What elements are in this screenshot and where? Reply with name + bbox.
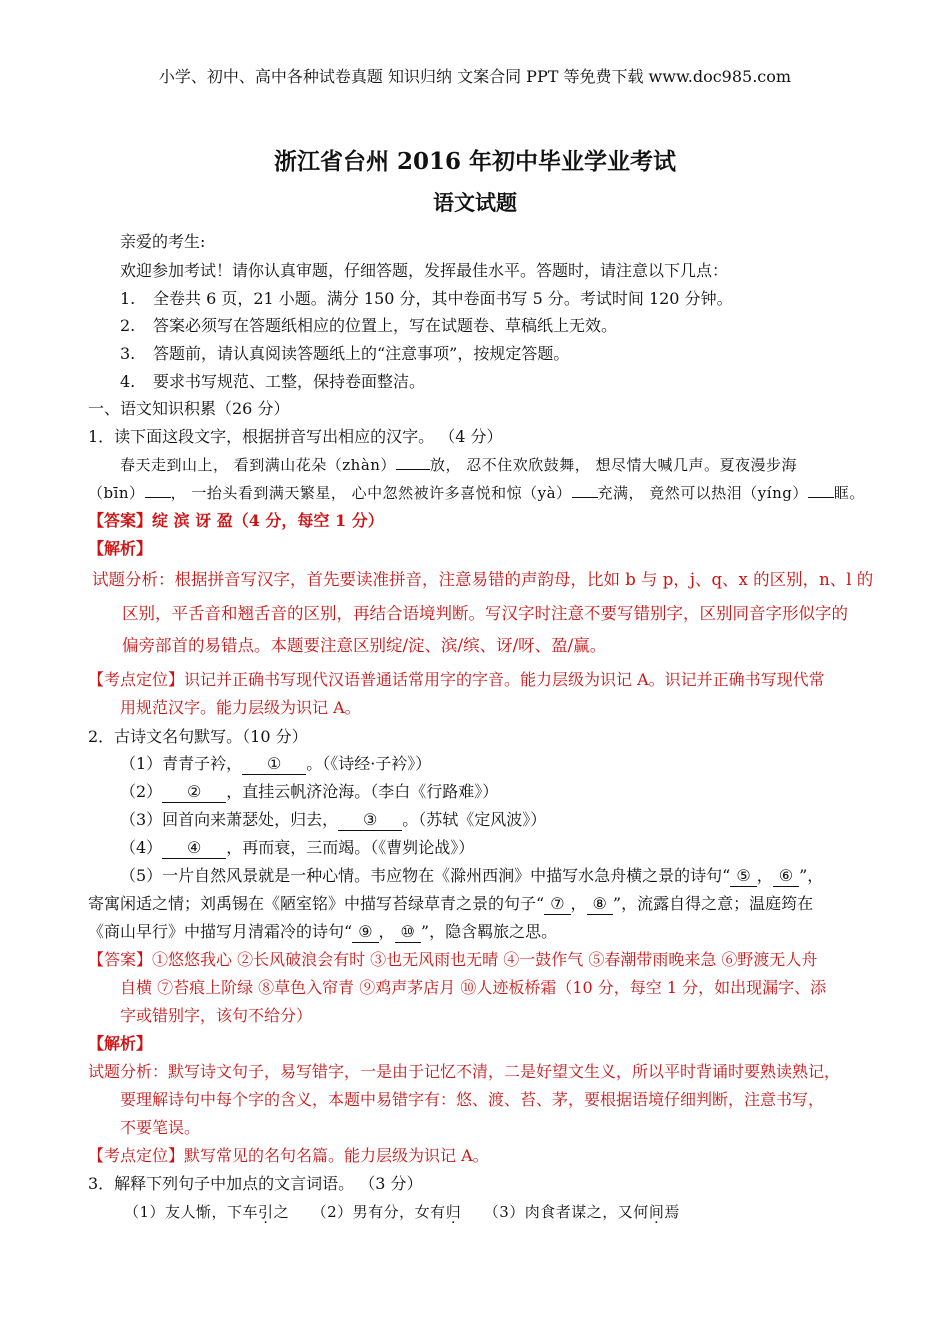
page-header: 小学、初中、高中各种试卷真题 知识归纳 文案合同 PPT 等免费下载 www.doc985.com — [158, 67, 792, 86]
q2-item-5-line2: 寄寓闲适之情；刘禹锡在《陋室铭》中描写苔绿草青之景的句子“ ⑦ ， ⑧ ”，流露自得之意；温庭筠在 — [88, 894, 814, 913]
rule-4: 4. 要求书写规范、工整，保持卷面整洁。 — [120, 372, 426, 391]
q1-point-1: 【考点定位】识记并正确书写现代汉语普通话常用字的字音。能力层级为识记 A。识记并正确书写现代常 — [88, 670, 825, 689]
q2-item-4: （4） ④ ，再而衰，三而竭。（《曹刿论战》） — [120, 838, 475, 857]
welcome-text: 欢迎参加考试！请你认真审题，仔细答题，发挥最佳水平。答题时，请注意以下几点： — [120, 261, 729, 280]
q1-analysis-2: 区别，平舌音和翘舌音的区别，再结合语境判断。写汉字时注意不要写错别字，区别同音字形似字的 — [122, 604, 848, 623]
q3-dotted-word-3: 间 — [648, 1203, 665, 1221]
exam-title: 浙江省台州 2016 年初中毕业学业考试 — [273, 148, 677, 175]
q2-item-5-line1: （5）一片自然风景就是一种心情。韦应物在《滁州西涧》中描写水急舟横之景的诗句“ ⑤ ， ⑥ ”， — [120, 866, 824, 885]
q2-item-2: （2） ② ，直挂云帆济沧海。（李白《行路难》） — [120, 782, 499, 801]
greeting: 亲爱的考生: — [120, 232, 206, 251]
q1-analysis-3: 偏旁部首的易错点。本题要注意区别绽/淀、滨/缤、讶/呀、盈/赢。 — [122, 636, 607, 655]
q2-analysis-1: 试题分析：默写诗文句子，易写错字，一是由于记忆不清，二是好望文生义，所以平时背诵时要熟读熟记， — [88, 1062, 841, 1081]
q3-sentences: （1）友人惭，下车引之 （2）男有分，女有归 （3）肉食者谋之，又何间焉 — [124, 1203, 680, 1221]
q1-stem: 1．读下面这段文字，根据拼音写出相应的汉字。 （4 分） — [88, 427, 503, 446]
q1-passage-line1: 春天走到山上， 看到满山花朵（zhàn） 放， 忍不住欢欣鼓舞， 想尽情大喊几声。夏夜漫步海 — [120, 456, 797, 474]
q1-analysis-label: 【解析】 — [88, 539, 153, 558]
q1-blank-1 — [396, 469, 430, 470]
q2-item-5-line3: 《商山早行》中描写月清霜冷的诗句“ ⑨ ， ⑩ ”，隐含羁旅之思。 — [88, 922, 558, 941]
q3-stem: 3．解释下列句子中加点的文言词语。 （3 分） — [88, 1174, 423, 1193]
q2-analysis-label: 【解析】 — [88, 1034, 153, 1053]
q3-dotted-word-2: 归 — [445, 1203, 462, 1221]
rule-1: 1. 全卷共 6 页，21 小题。满分 150 分，其中卷面书写 5 分。考试时间 120 分钟。 — [120, 289, 733, 308]
q3-dotted-word-1: 引 — [258, 1203, 274, 1221]
q2-analysis-2: 要理解诗句中每个字的含义，本题中易错字有：悠、渡、苔、茅，要根据语境仔细判断，注意书写， — [120, 1090, 825, 1109]
q1-analysis-1: 试题分析：根据拼音写汉字，首先要读准拼音，注意易错的声韵母，比如 b 与 p，j、q、x 的区别，n、l 的 — [92, 570, 874, 589]
q1-blank-2 — [145, 497, 171, 498]
q1-answer: 【答案】绽 滨 讶 盈（4 分，每空 1 分） — [88, 511, 384, 530]
q2-item-1: （1）青青子衿， ① 。（《诗经·子衿》） — [120, 754, 432, 773]
section-heading: 一、语文知识积累（26 分） — [88, 399, 290, 418]
q2-item-3: （3）回首向来萧瑟处，归去， ③ 。（苏轼《定风波》） — [120, 810, 547, 829]
q2-answer-1: 【答案】①悠悠我心 ②长风破浪会有时 ③也无风雨也无晴 ④一鼓作气 ⑤春潮带雨晚来急 ⑥野渡无人舟 — [88, 950, 818, 969]
q2-analysis-3: 不要笔误。 — [120, 1118, 201, 1137]
q2-stem: 2．古诗文名句默写。（10 分） — [88, 727, 308, 746]
q2-answer-2: 自横 ⑦苔痕上阶绿 ⑧草色入帘青 ⑨鸡声茅店月 ⑩人迹板桥霜（10 分，每空 1 分，如出现漏字、添 — [120, 978, 827, 997]
q1-blank-4 — [808, 497, 834, 498]
q2-answer-3: 字或错别字，该句不给分） — [120, 1006, 313, 1025]
exam-subtitle: 语文试题 — [433, 190, 517, 215]
q1-blank-3 — [572, 497, 598, 498]
q1-passage-line2: （bīn） ， 一抬头看到满天繁星， 心中忽然被许多喜悦和惊（yà） 充满， 竟然可以热泪（yíng） 眶。 — [88, 484, 865, 502]
q1-point-2: 用规范汉字。能力层级为识记 A。 — [120, 698, 361, 717]
rule-3: 3. 答题前，请认真阅读答题纸上的“注意事项”，按规定答题。 — [120, 344, 570, 363]
rule-2: 2. 答案必须写在答题纸相应的位置上，写在试题卷、草稿纸上无效。 — [120, 316, 618, 335]
q2-point: 【考点定位】默写常见的名句名篇。能力层级为识记 A。 — [88, 1146, 489, 1165]
